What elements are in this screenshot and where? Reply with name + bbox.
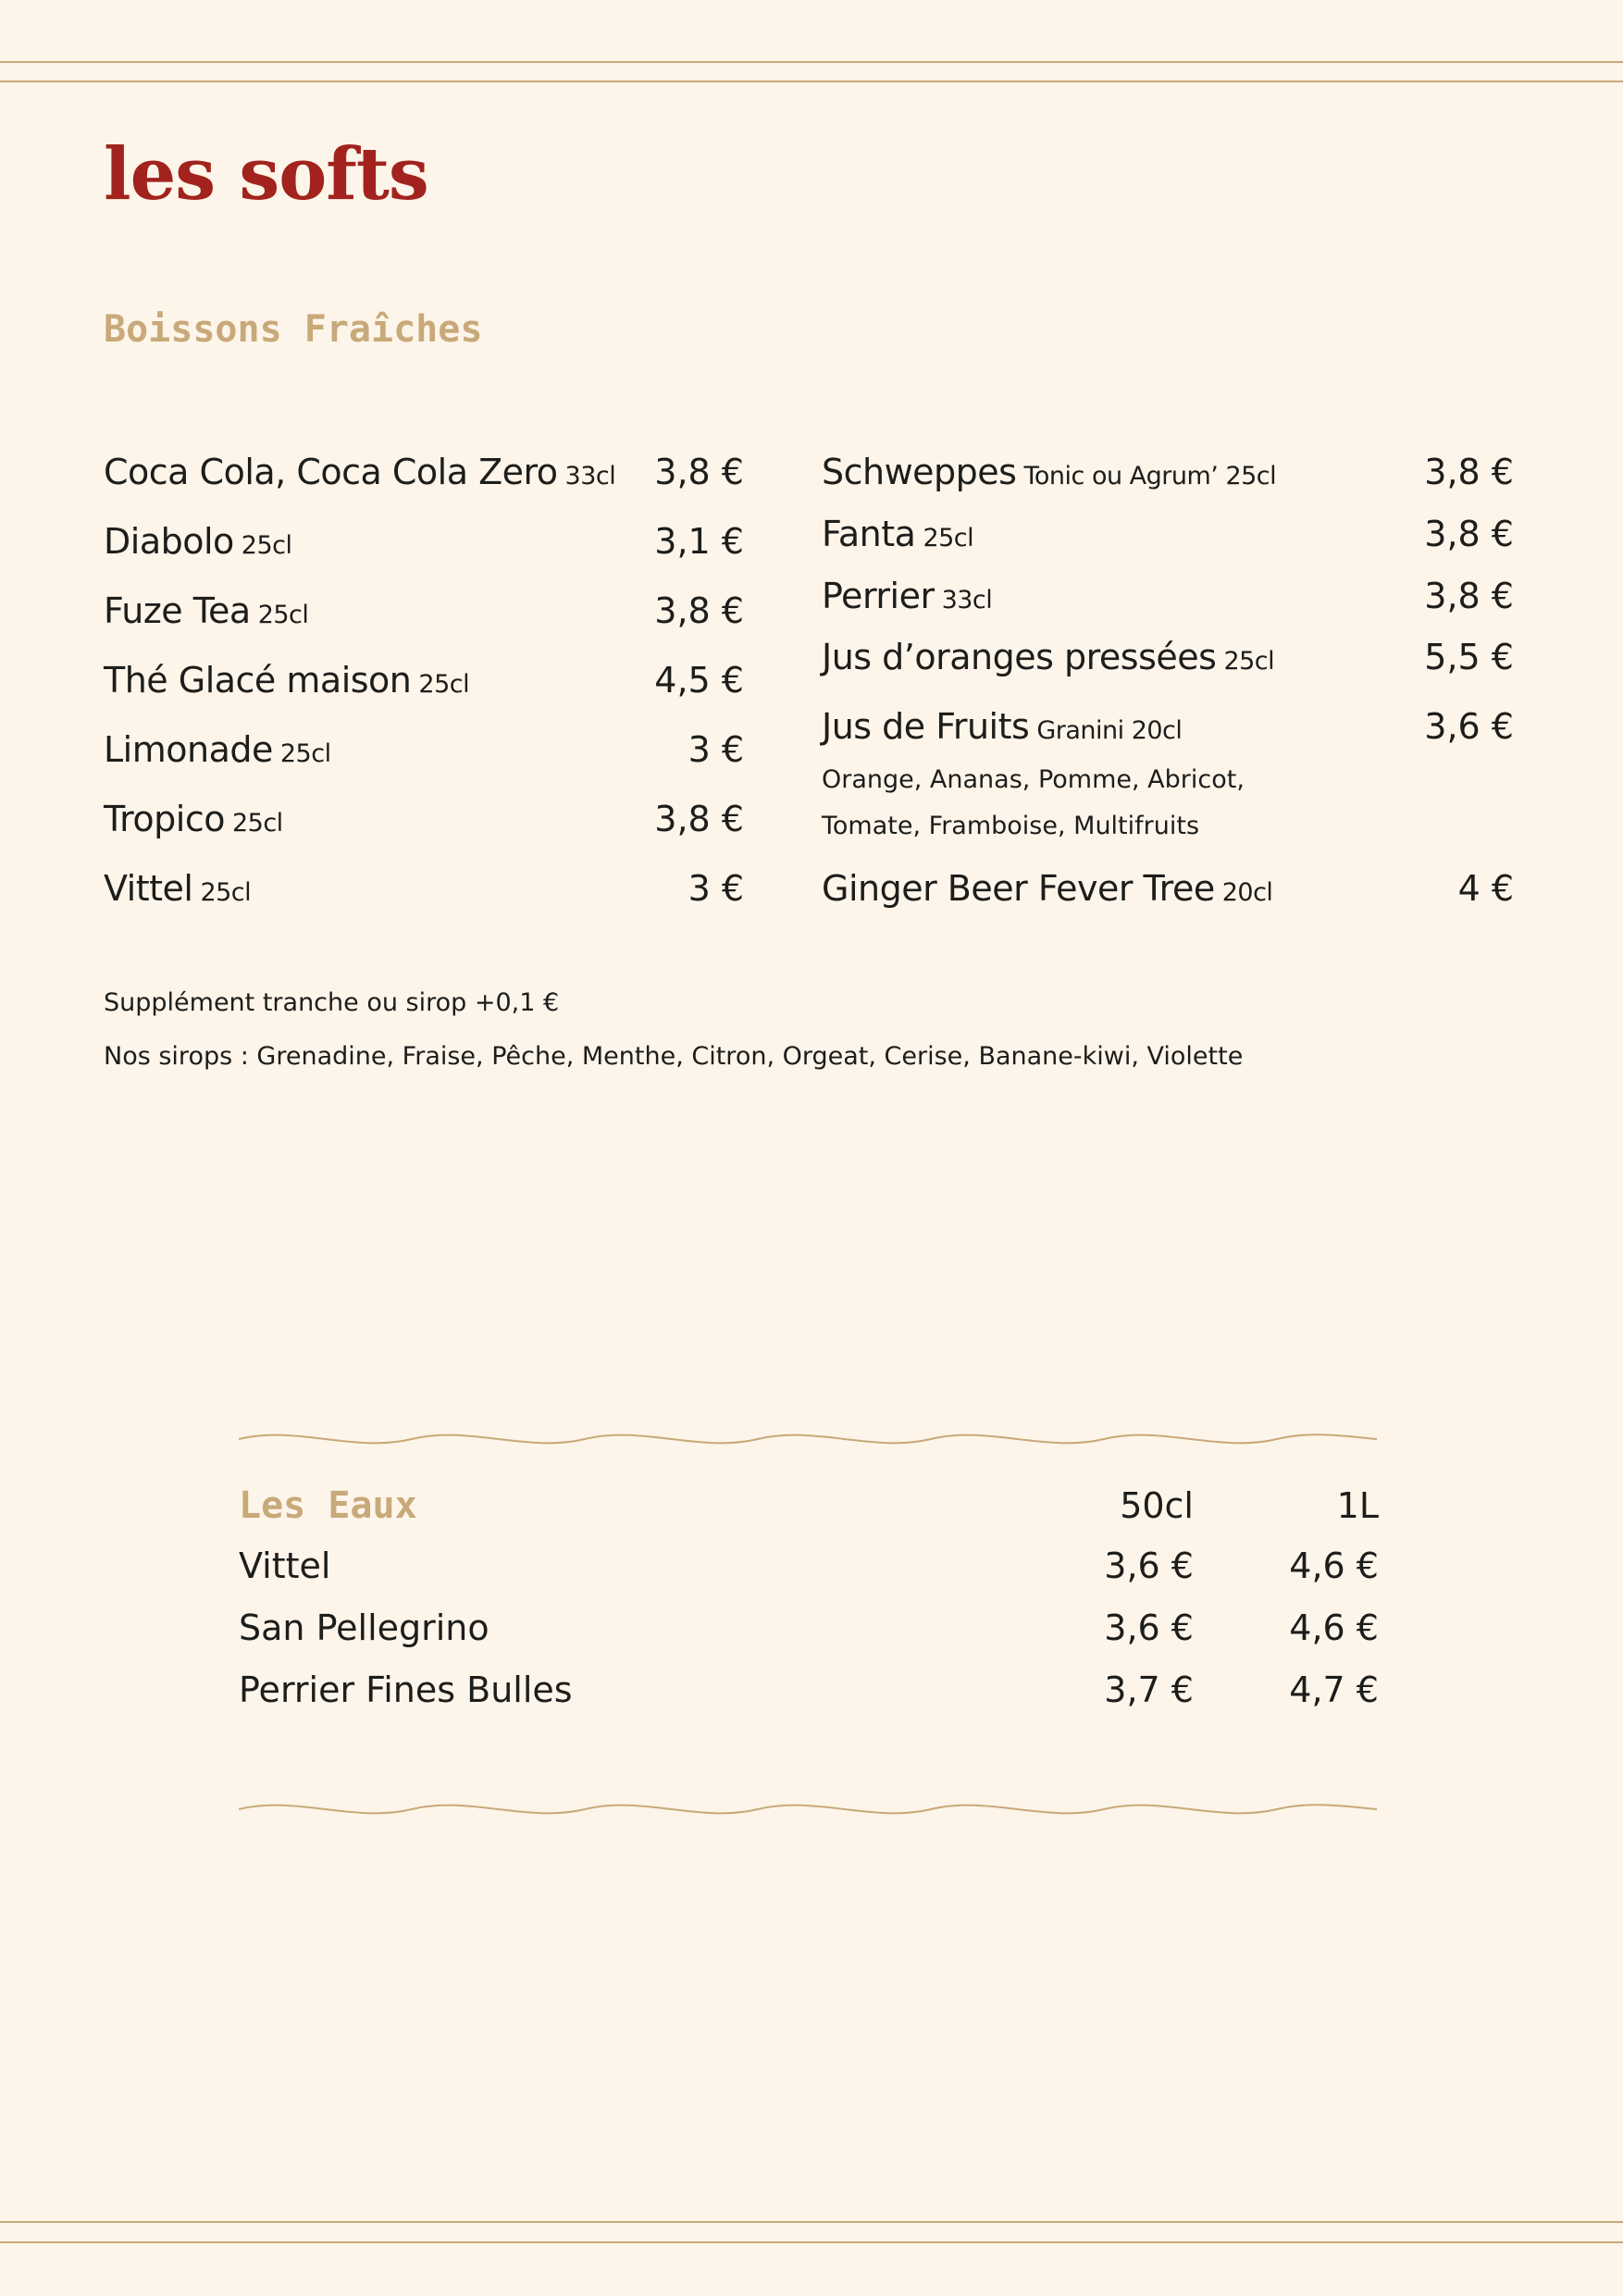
top-wave-divider [239,1425,1377,1453]
item-size: 25cl [1223,647,1275,676]
bottom-rule-1 [0,2221,1623,2223]
item-price: 3,1 € [654,521,744,562]
table-row [239,1545,1379,1601]
sirops-note: Nos sirops : Grenadine, Fraise, Pêche, Menthe, Citron, Orgeat, Cerise, Banane-kiwi, Violette [104,1042,1244,1071]
price-1l: 4,7 € [1289,1669,1379,1710]
menu-item [822,576,1514,631]
table-row [239,1607,1379,1663]
item-name: Jus d’oranges pressées [822,637,1217,677]
menu-item [822,706,1514,762]
item-price: 3,8 € [654,452,744,492]
menu-item [822,868,1514,924]
jus-flavors-line-2: Tomate, Framboise, Multifruits [822,812,1200,840]
item-price: 3,8 € [1424,514,1514,554]
menu-item [104,868,744,924]
menu-item [822,514,1514,569]
page-title: les softs [104,132,428,217]
item-name: Jus de Fruits [822,706,1030,747]
item-size: 25cl [241,531,292,560]
section-title-boissons: Boissons Fraîches [104,308,483,351]
menu-item [822,452,1514,507]
price-50cl: 3,6 € [1104,1545,1194,1586]
item-price: 3,8 € [654,590,744,631]
item-size: 20cl [1221,878,1273,907]
item-name: Thé Glacé maison [104,660,412,701]
menu-item [104,660,744,715]
item-size: 25cl [200,878,252,907]
water-name: Perrier Fines Bulles [239,1669,573,1710]
item-price: 3,6 € [1424,706,1514,747]
item-price: 3,8 € [1424,452,1514,492]
eaux-header [239,1484,1379,1536]
item-name: Limonade [104,729,273,770]
table-row [239,1669,1379,1725]
item-size: 33cl [564,462,616,490]
water-name: Vittel [239,1545,331,1586]
price-50cl: 3,6 € [1104,1607,1194,1648]
column-header-1l: 1L [1336,1485,1379,1526]
item-name: Fuze Tea [104,590,251,631]
item-size: 25cl [279,739,331,768]
item-size: Granini 20cl [1036,716,1183,745]
price-50cl: 3,7 € [1104,1669,1194,1710]
top-rule-2 [0,81,1623,82]
item-name: Fanta [822,514,916,554]
item-size: 25cl [231,809,283,838]
item-name: Perrier [822,576,935,616]
price-1l: 4,6 € [1289,1545,1379,1586]
item-name: Vittel [104,868,193,909]
bottom-rule-2 [0,2241,1623,2243]
top-rule-1 [0,61,1623,63]
item-name: Tropico [104,799,225,839]
menu-item [104,729,744,785]
menu-item [104,799,744,854]
item-price: 3,8 € [654,799,744,839]
water-name: San Pellegrino [239,1607,489,1648]
section-title-eaux: Les Eaux [239,1484,417,1527]
item-size: 25cl [418,670,470,699]
item-price: 3 € [688,729,744,770]
item-size: 33cl [941,586,993,614]
jus-flavors [822,757,1469,850]
supplement-note: Supplément tranche ou sirop +0,1 € [104,988,560,1017]
menu-item [104,521,744,577]
menu-item [104,590,744,646]
bottom-wave-divider [239,1795,1377,1823]
item-price: 4 € [1457,868,1514,909]
jus-flavors-line-1: Orange, Ananas, Pomme, Abricot, [822,765,1245,794]
item-name: Ginger Beer Fever Tree [822,868,1215,909]
item-size: Tonic ou Agrum’ 25cl [1023,462,1277,490]
menu-item [822,637,1514,692]
item-price: 5,5 € [1424,637,1514,677]
item-name: Diabolo [104,521,234,562]
item-price: 3 € [688,868,744,909]
item-size: 25cl [923,524,974,552]
menu-item [104,452,744,507]
item-name: Coca Cola, Coca Cola Zero [104,452,558,492]
price-1l: 4,6 € [1289,1607,1379,1648]
item-name: Schweppes [822,452,1017,492]
item-price: 3,8 € [1424,576,1514,616]
column-header-50cl: 50cl [1120,1485,1194,1526]
item-size: 25cl [257,601,309,629]
item-price: 4,5 € [654,660,744,701]
